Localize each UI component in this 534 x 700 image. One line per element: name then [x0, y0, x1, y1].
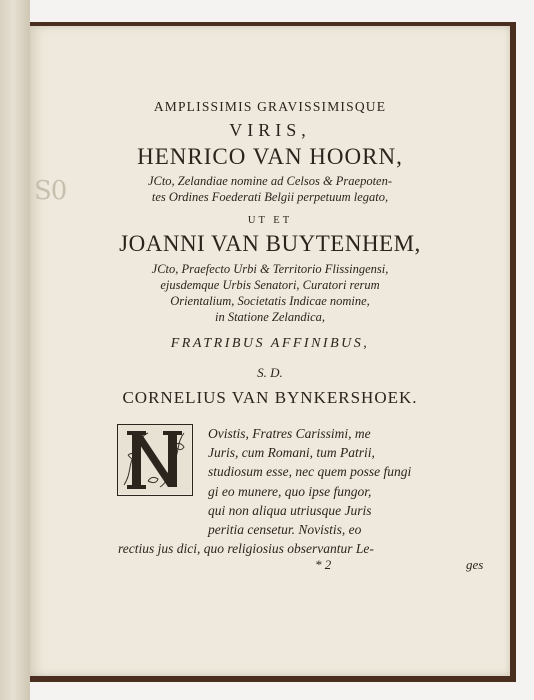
ut-et-line: UT ET	[247, 215, 293, 226]
body-line-2: Juris, cum Romani, tum Patrii,	[208, 445, 375, 460]
body-line-3: studiosum esse, nec quem posse fungi	[208, 464, 412, 479]
author-line: CORNELIUS VAN BYNKERSHOEK.	[122, 388, 418, 407]
catchword: ges	[466, 557, 484, 572]
dedicatee-name-2: JOANNI VAN BUYTENHEM,	[119, 231, 421, 256]
book-spine	[0, 0, 30, 700]
body-line-4: gi eo munere, quo ipse fungor,	[208, 484, 372, 499]
dedicatee-desc-1b: tes Ordines Foederati Belgii perpetuum legato,	[151, 190, 389, 204]
body-line-1: Ovistis, Fratres Carissimi, me	[208, 426, 371, 441]
salutation-line: S. D.	[257, 365, 283, 380]
dedicatee-desc-2c: Orientalium, Societatis Indicae nomine,	[170, 294, 370, 308]
dedicatee-desc-1a: JCto, Zelandiae nomine ad Celsos & Praepoten-	[147, 174, 393, 188]
floral-initial-icon	[118, 425, 191, 494]
dedicatee-desc-2a: JCto, Praefecto Urbi & Territorio Flissingensi,	[151, 262, 389, 276]
fratribus-line: FRATRIBUS AFFINIBUS,	[170, 336, 370, 351]
printed-page	[30, 26, 510, 676]
body-line-7: rectius jus dici, quo religiosius observantur Le-	[118, 541, 374, 556]
body-line-6: peritia censetur. Novistis, eo	[208, 522, 362, 537]
body-line-5: qui non aliqua utriusque Juris	[208, 503, 372, 518]
dedicatee-desc-2b: ejusdemque Urbis Senatori, Curatori rerum	[160, 278, 380, 292]
library-stamp: S0	[34, 176, 67, 206]
dedicatee-name-1: HENRICO VAN HOORN,	[137, 144, 403, 169]
heading-line-2: VIRIS,	[229, 120, 311, 140]
heading-line-1: AMPLISSIMIS GRAVISSIMISQUE	[153, 99, 387, 114]
decorated-initial-n	[117, 424, 193, 496]
dedicatee-desc-2d: in Statione Zelandica,	[214, 310, 326, 324]
signature-mark: * 2	[315, 557, 332, 572]
